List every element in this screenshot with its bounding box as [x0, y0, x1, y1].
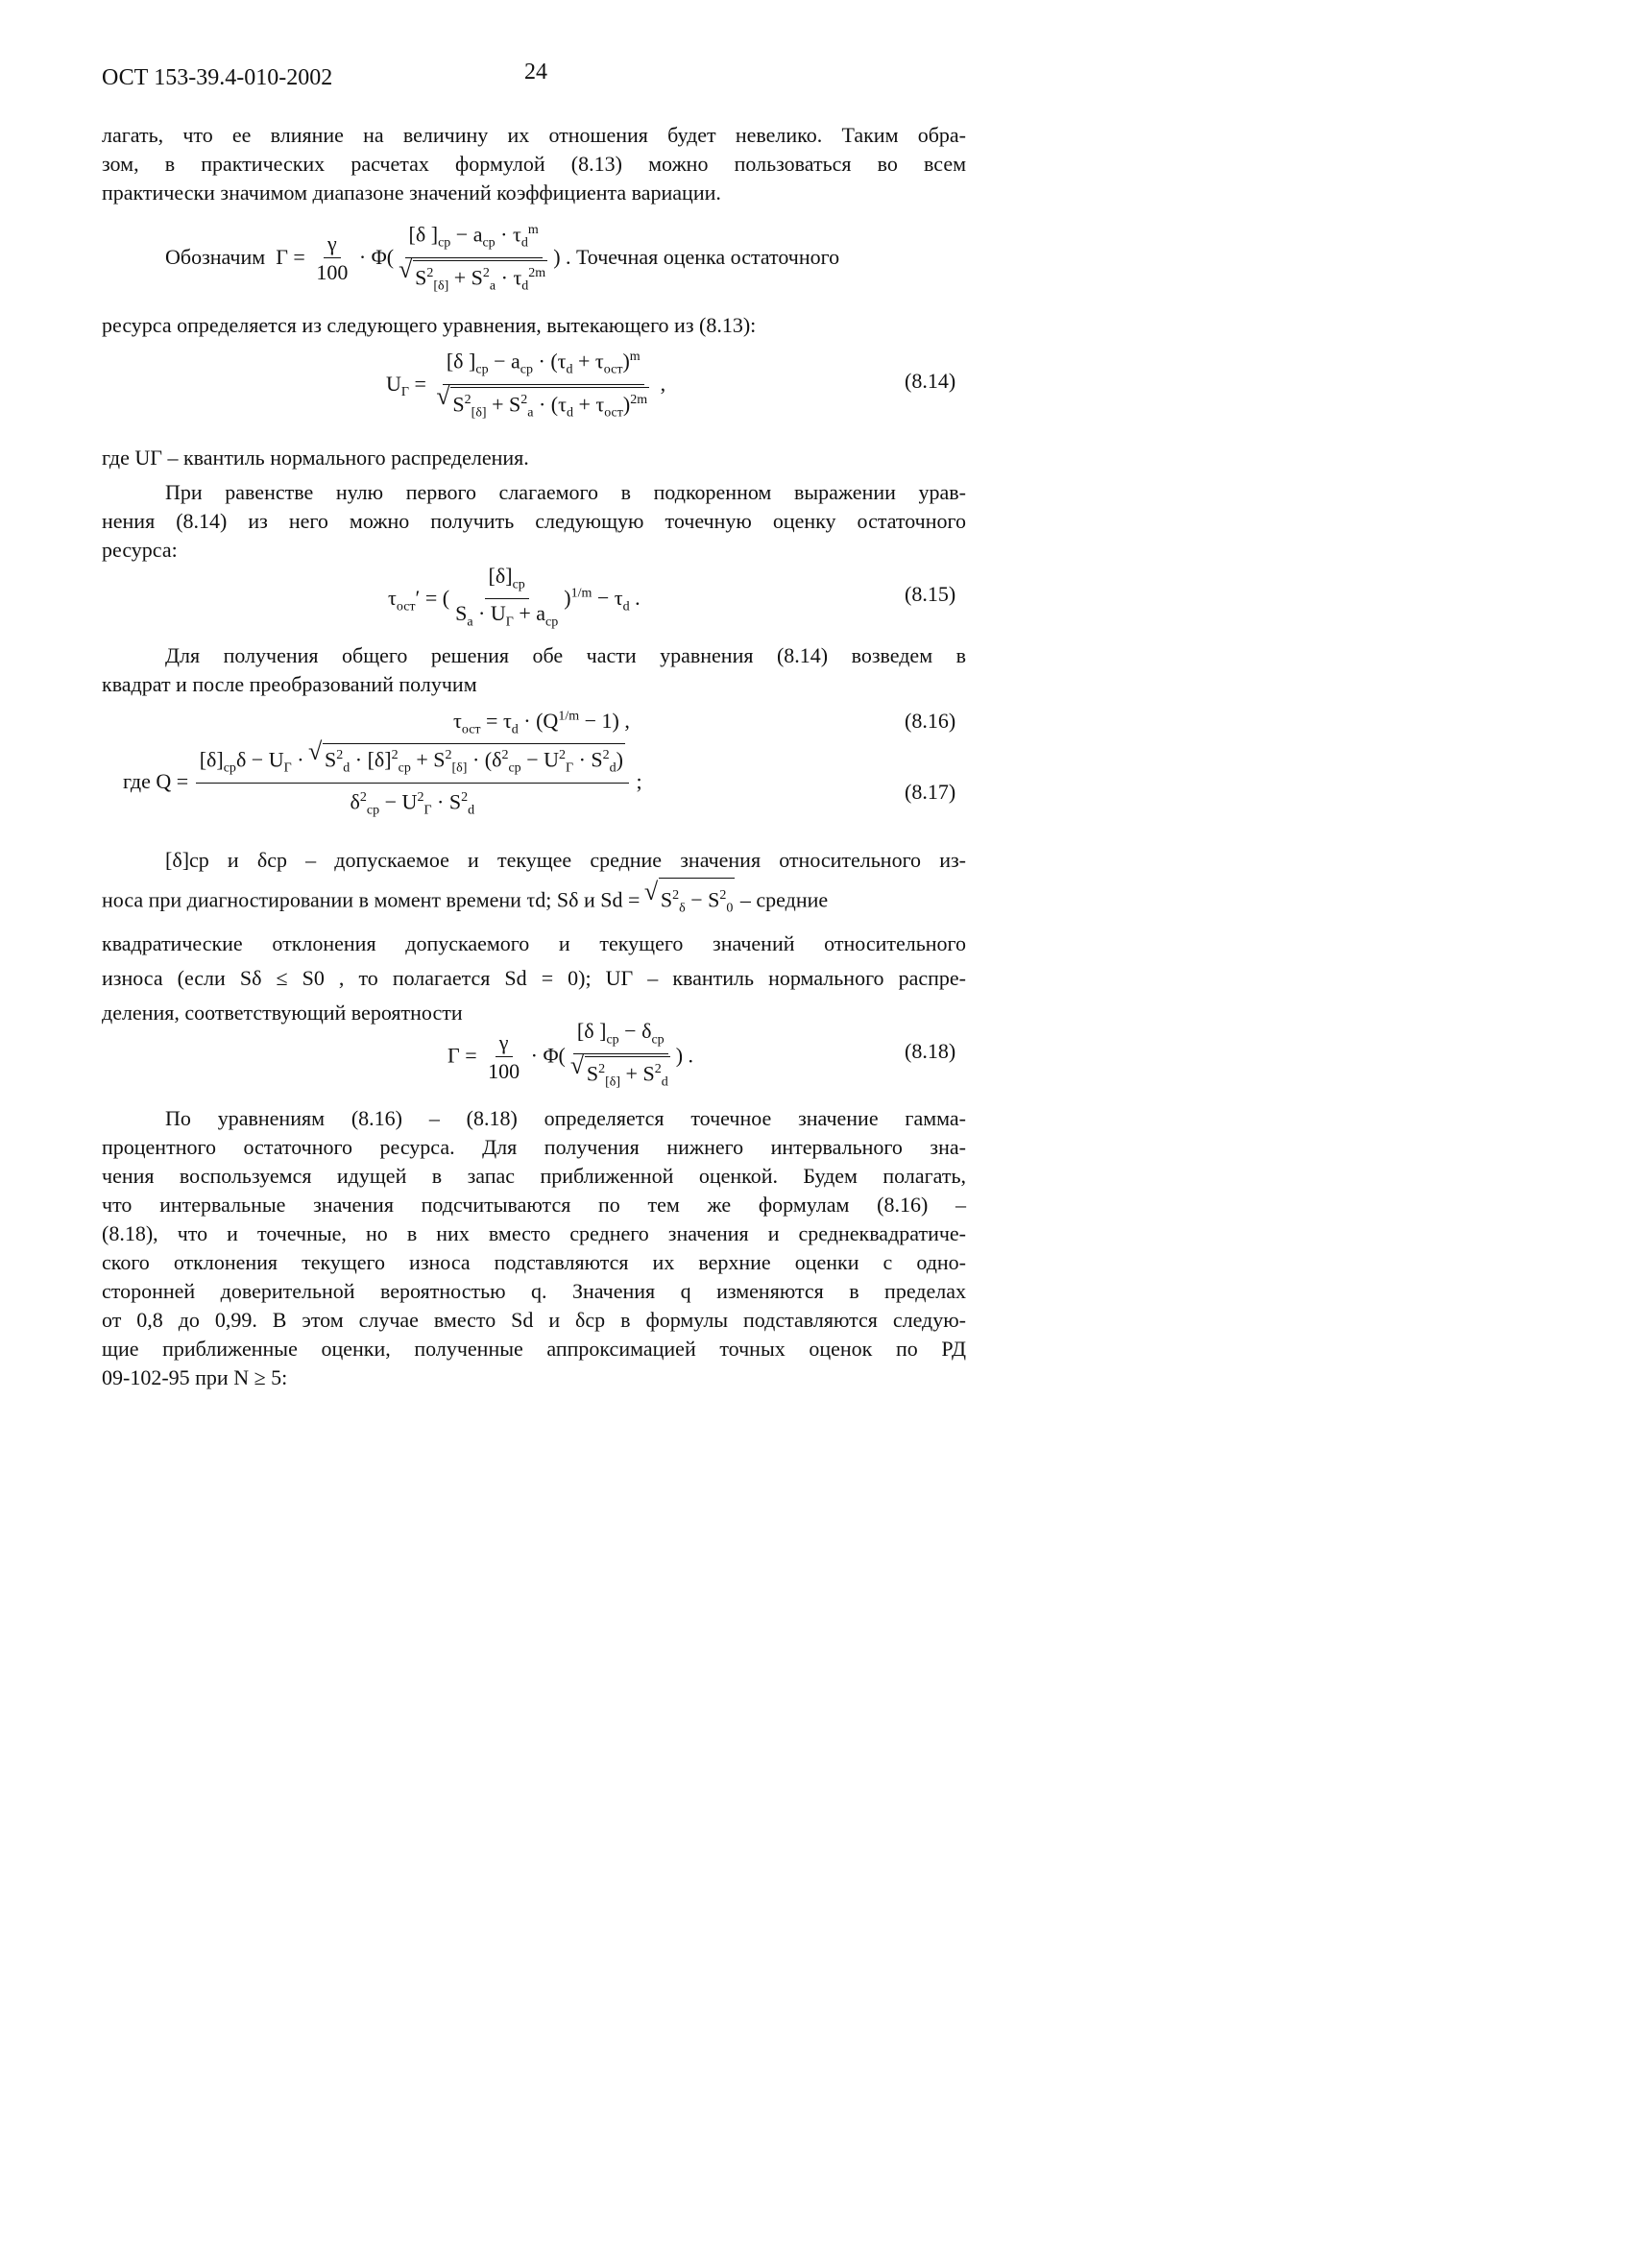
paragraph-continuation: [102, 121, 966, 207]
text-line: от 0,8 до 0,99. В этом случае вместо Sd и δср в формулы подставляются следую-: [102, 1308, 966, 1332]
text-line: износа (если Sδ ≤ S0 , то полагается Sd = 0); UΓ – квантиль нормального распре-: [102, 965, 966, 990]
equation-8-18: Γ = $\frac{\gamma}{100}$ · Φ( [δ ]$_{ср} - \delta_{ср}$ √ $S^2_{[\delta]} + S^2_d$ ) .: [447, 1020, 693, 1096]
equation-number: (8.16): [905, 709, 956, 733]
equation-8-15: $\tau_{ост}'$ = ( $\frac{[\delta]_{ср}}{S_a \cdot U_\Gamma + a_{ср}}$ )$^{1/m} - \tau_d$ .: [388, 564, 641, 630]
text-fragment: где Q =: [123, 768, 189, 793]
equation-number: (8.14): [905, 369, 956, 393]
text-line: сторонней доверительной вероятностью q. Значения q изменяются в пределах: [102, 1279, 966, 1303]
text-line: квадрат и после преобразований получим: [102, 672, 477, 696]
equation-8-16: $\tau_{ост} = \tau_d \cdot (Q^{1/m} - 1)$ ,: [453, 709, 630, 737]
text-line: ского отклонения текущего износа подставляются их верхние оценки с одно-: [102, 1250, 966, 1274]
text-fragment: . Точечная оценка остаточного: [566, 244, 840, 269]
text-line: [102, 878, 966, 927]
equation-number: (8.17): [905, 780, 956, 804]
text-line: щие приближенные оценки, полученные аппроксимацией точных оценок по РД: [102, 1337, 966, 1361]
text-fragment: Обозначим: [165, 244, 266, 269]
text-line: нения (8.14) из него можно получить следующую точечную оценку остаточного: [102, 509, 966, 533]
text-line: квадратические отклонения допускаемого и текущего значений относительного: [102, 930, 966, 955]
text-line: [δ]ср и δср – допускаемое и текущее средние значения относительного из-: [165, 848, 966, 872]
paragraph-definitions: [102, 843, 966, 1030]
text-line: ресурса определяется из следующего уравнения, вытекающего из (8.13):: [102, 313, 757, 337]
text-line: зом, в практических расчетах формулой (8.13) можно пользоваться во всем: [102, 152, 966, 176]
document-code: ОСТ 153-39.4-010-2002: [102, 65, 333, 90]
text-fragment: носа при диагностировании в момент времени τd; Sδ и Sd =: [102, 887, 641, 912]
text-line: При равенстве нулю первого слагаемого в подкоренном выражении урав-: [165, 480, 966, 504]
equation-8-17: где Q = $\frac{[\delta]_{ср}\delta - U_\Gamma \cdot √ S^2_d \cdot [\delta]^2_{ср} + S^2_{[\delta]} \cdot (\delta^2_{ср} - U^2_\Gamma \cdot S^2_d)}{\delta^2_{ср} - U^2_\Gamma \cdot S^2_d}$ ;: [123, 743, 642, 823]
equation-number: (8.18): [905, 1039, 956, 1063]
paragraph: [102, 641, 966, 699]
text-line: практически значимом диапазоне значений коэффициента вариации.: [102, 181, 721, 205]
math-expression: Γ = $\frac{\gamma}{100}$ · Φ( [δ ]$_{ср} - a_{ср} \cdot \tau_d^m$ √ $S^2_{[\delta]} + S^2_a \cdot \tau_d^{2m}$ ): [271, 245, 566, 269]
paragraph: [102, 311, 966, 340]
text-line: где UΓ – квантиль нормального распределения.: [102, 446, 529, 470]
text-line: деления, соответствующий вероятности: [102, 1000, 463, 1025]
math-expression: √ $S^2_\delta - S^2_0$: [645, 887, 736, 911]
paragraph: [102, 444, 966, 472]
paragraph: [102, 478, 966, 565]
equation-number: (8.15): [905, 582, 956, 606]
text-line: лагать, что ее влияние на величину их отношения будет невелико. Таким обра-: [102, 123, 966, 147]
text-fragment: – средние: [739, 887, 829, 912]
page-number: 24: [524, 60, 547, 84]
text-line: чения воспользуемся идущей в запас приближенной оценкой. Будем полагать,: [102, 1164, 966, 1188]
gamma-definition-line: [165, 219, 839, 299]
equation-8-14: $U_\Gamma$ = [δ ]$_{ср} - a_{ср} \cdot (\tau_d + \tau_{ост})^m$ √ $S^2_{[\delta]} + S^2_a \cdot (\tau_d + \tau_{ост})^{2m}$ ,: [386, 346, 665, 425]
text-line: Для получения общего решения обе части уравнения (8.14) возведем в: [165, 643, 966, 667]
paragraph-final: [102, 1104, 966, 1392]
text-line: ресурса:: [102, 538, 178, 562]
text-line: процентного остаточного ресурса. Для получения нижнего интервального зна-: [102, 1135, 966, 1159]
text-line: По уравнениям (8.16) – (8.18) определяется точечное значение гамма-: [165, 1106, 966, 1130]
text-line: что интервальные значения подсчитываются по тем же формулам (8.16) –: [102, 1193, 966, 1217]
text-line: (8.18), что и точечные, но в них вместо среднего значения и среднеквадратиче-: [102, 1221, 966, 1245]
text-line: 09-102-95 при N ≥ 5:: [102, 1365, 288, 1389]
